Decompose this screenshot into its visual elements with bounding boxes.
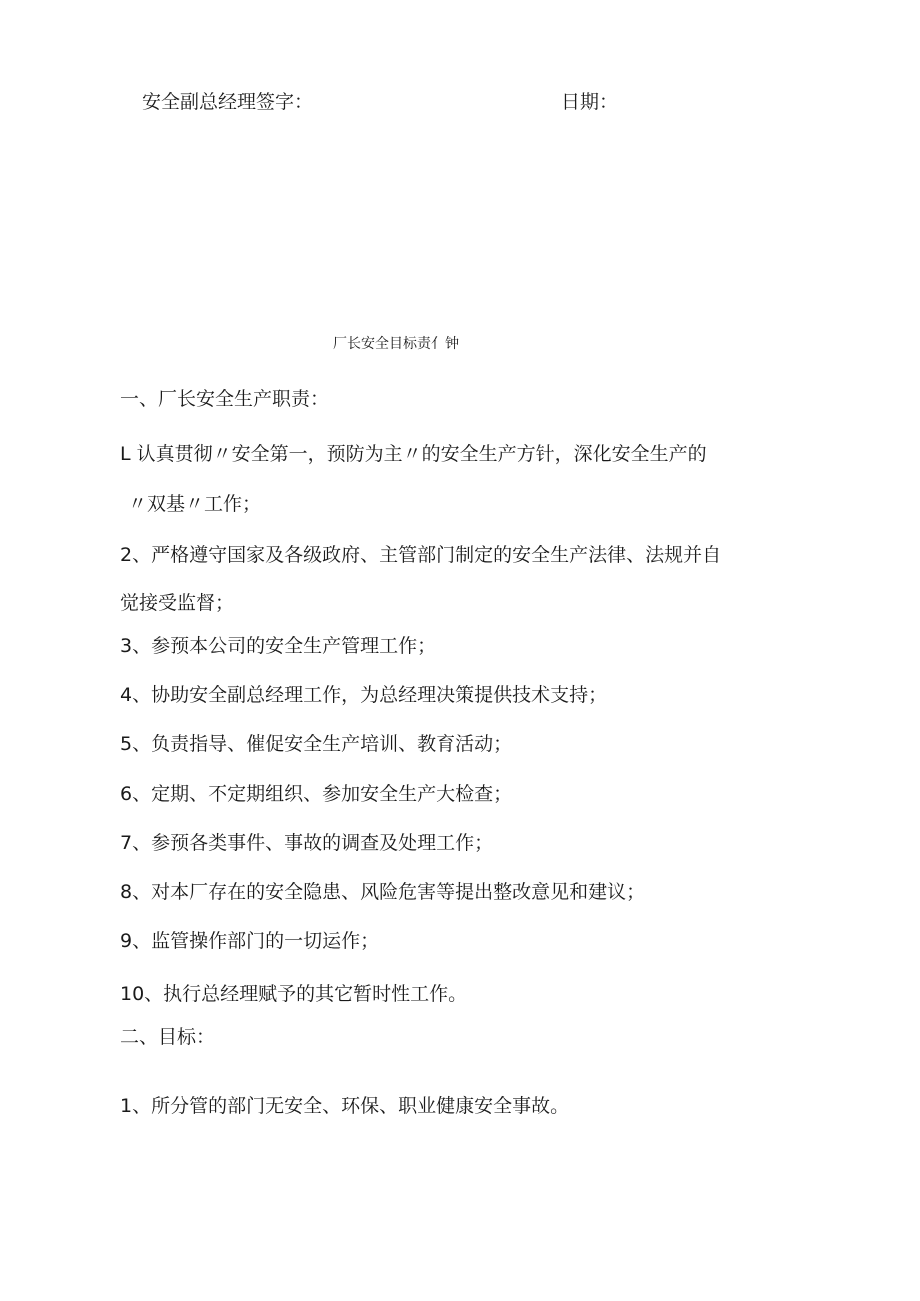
duty-item-6: 6、定期、不定期组织、参加安全生产大检查； [120,783,513,805]
signature-label: 安全副总经理签字： [142,92,314,113]
duty-item-10: 10、执行总经理赋予的其它暂时性工作。 [120,983,468,1005]
section-heading-goals: 二、目标： [120,1026,216,1048]
duty-item-1-cont: 〃双基〃工作； [128,493,262,515]
duty-item-3: 3、参预本公司的安全生产管理工作； [120,635,437,657]
duty-item-8: 8、对本厂存在的安全隐患、风险危害等提出整改意见和建议； [120,881,646,903]
duty-item-7: 7、参预各类事件、事故的调查及处理工作； [120,832,494,854]
duty-item-2-cont: 觉接受监督； [120,592,235,614]
duty-item-9: 9、监管操作部门的一切运作； [120,930,380,952]
duty-item-5: 5、负责指导、催促安全生产培训、教育活动； [120,733,513,755]
section-heading-duties: 一、厂长安全生产职责： [120,388,330,410]
document-title: 厂长安全目标责亻钟 [333,336,459,352]
duty-item-4: 4、协助安全副总经理工作，为总经理决策提供技术支持； [120,684,608,706]
duty-item-1: L 认真贯彻〃安全第一，预防为主〃的安全生产方针，深化安全生产的 [120,443,707,465]
duty-item-2: 2、严格遵守国家及各级政府、主管部门制定的安全生产法律、法规并自 [120,544,722,566]
date-label: 日期： [561,92,619,113]
goal-item-1: 1、所分管的部门无安全、环保、职业健康安全事故。 [120,1095,570,1117]
